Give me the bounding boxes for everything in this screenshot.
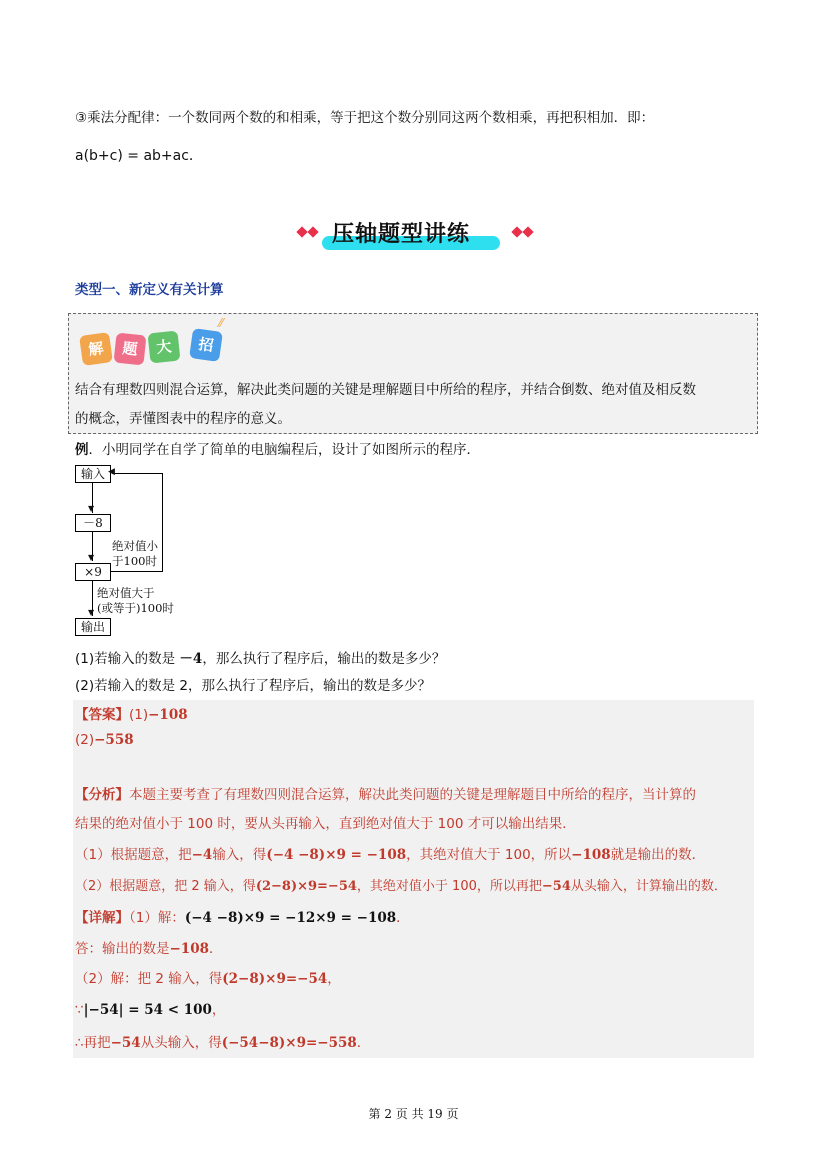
page-footer: 第 2 页 共 19 页 [368, 1107, 459, 1121]
detail-because: ∵|−54| = 54 < 100， [75, 1002, 226, 1018]
diamond-icon [307, 226, 318, 237]
tip-box [68, 313, 758, 434]
detail-line-2: （2）解：把 2 输入，得(2−8)×9=−54， [75, 971, 341, 987]
banner-title: 压轴题型讲练 [332, 222, 471, 247]
diamond-icon [511, 226, 522, 237]
detail-line-1: 【详解】（1）解：(−4 −8)×9 = −12×9 = −108． [75, 910, 410, 926]
loop-line [110, 571, 163, 572]
tip-badge: 招 [189, 328, 223, 362]
flow-minus8-box: －8 [75, 514, 111, 532]
example-label: 例 [75, 442, 89, 458]
flow-times9-box: ×9 [75, 563, 111, 581]
tip-badge: 题 [114, 333, 147, 366]
sparkle-icon: ⁄⁄ [219, 316, 224, 330]
tip-badge: 解 [79, 332, 113, 366]
diamond-icon [296, 226, 307, 237]
distributive-law-formula: a(b+c) = ab+ac． [75, 148, 203, 164]
answer-line-2: (2)−558 [75, 732, 134, 748]
loop-condition-2: 于100时 [112, 554, 157, 568]
arrow-head-icon: ▼ [88, 553, 95, 562]
analysis-line-1: 【分析】本题主要考查了有理数四则混合运算，解决此类问题的关键是理解题目中所给的程序，当计算的 [75, 787, 696, 803]
tip-badge: 大 [148, 331, 181, 364]
flow-input-box: 输入 [75, 465, 111, 483]
question-2: (2)若输入的数是 2，那么执行了程序后，输出的数是多少？ [75, 678, 432, 694]
section-title: 类型一、新定义有关计算 [75, 282, 224, 298]
exit-condition-1: 绝对值大于 [97, 586, 155, 600]
arrow-left-icon: ◀ [108, 467, 115, 477]
answer-line-1: 【答案】(1)−108 [75, 707, 188, 723]
flow-output-box: 输出 [75, 618, 111, 636]
detail-answer: 答：输出的数是−108． [75, 941, 223, 957]
distributive-law-text: ③乘法分配律：一个数同两个数的和相乘，等于把这个数分别同这两个数相乘，再把积相加．即： [75, 110, 655, 126]
tip-line-1: 结合有理数四则混合运算，解决此类问题的关键是理解题目中所给的程序，并结合倒数、绝对值及相反数 [75, 382, 696, 398]
tip-line-2: 的概念，弄懂图表中的程序的意义。 [75, 411, 291, 427]
loop-line [112, 473, 163, 474]
example-statement [75, 438, 480, 458]
analysis-step-2: （2）根据题意，把 2 输入，得(2−8)×9=−54，其绝对值小于 100，所以再把−54从头输入，计算输出的数． [75, 879, 727, 894]
loop-condition-1: 绝对值小 [112, 539, 158, 553]
detail-therefore: ∴再把−54从头输入，得(−54−8)×9=−558． [75, 1035, 371, 1051]
question-1: (1)若输入的数是 －4，那么执行了程序后，输出的数是多少？ [75, 651, 446, 667]
arrow-head-icon: ▼ [88, 608, 95, 617]
analysis-step-1: （1）根据题意，把−4输入，得(−4 −8)×9 = −108，其绝对值大于 100，所以−108就是输出的数． [75, 847, 706, 863]
arrow-head-icon: ▼ [88, 504, 95, 513]
section-banner [296, 214, 536, 254]
loop-line [162, 473, 163, 572]
analysis-line-2: 结果的绝对值小于 100 时，要从头再输入，直到绝对值大于 100 才可以输出结果． [75, 816, 576, 832]
exit-condition-2: (或等于)100时 [97, 601, 174, 615]
example-text: ．小明同学在自学了简单的电脑编程后，设计了如图所示的程序． [88, 442, 480, 458]
diamond-icon [522, 226, 533, 237]
